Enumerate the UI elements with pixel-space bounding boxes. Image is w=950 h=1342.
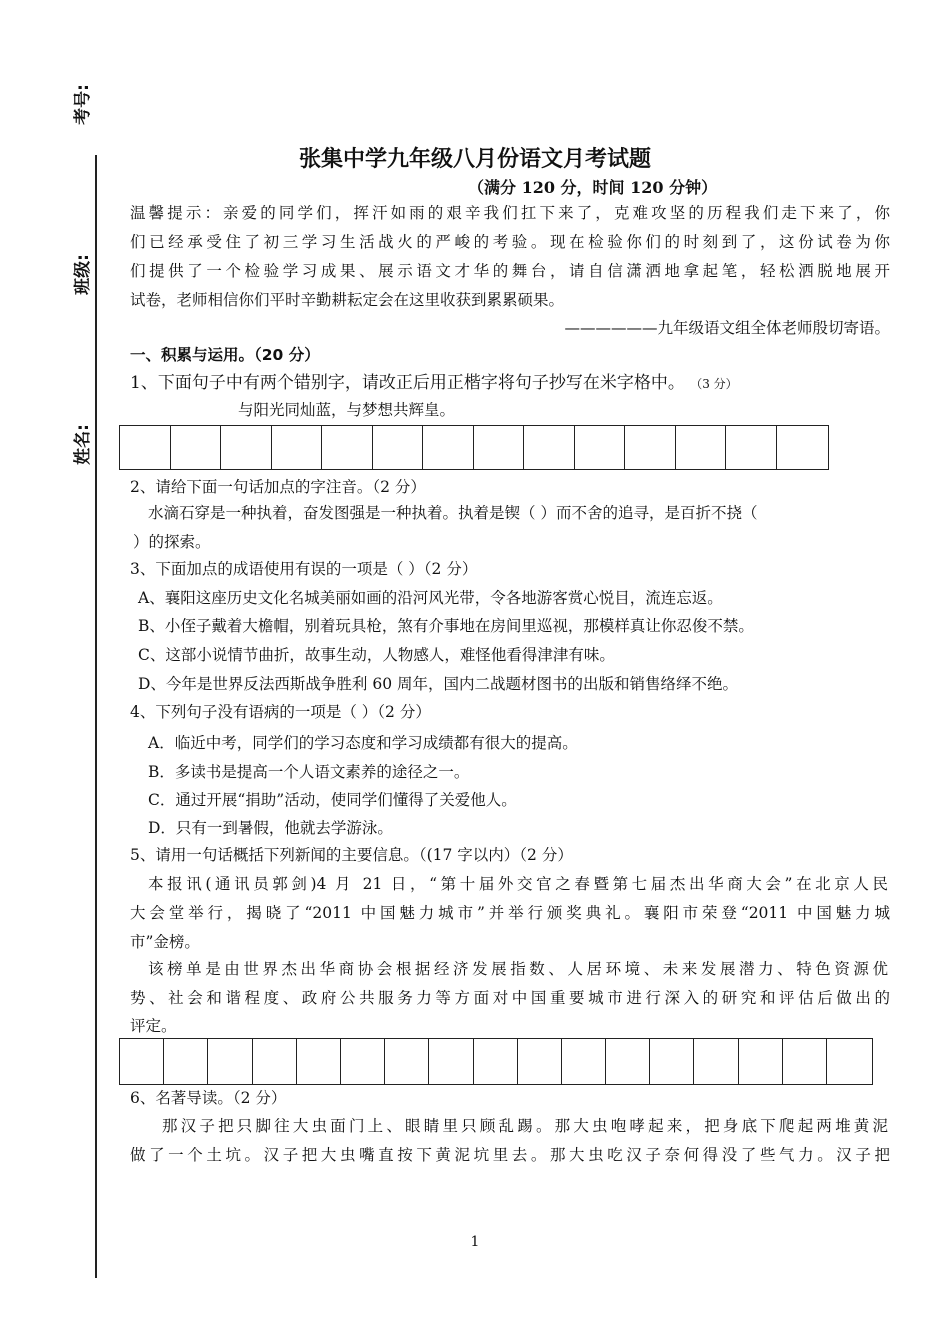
question-4-option-a: A．临近中考，同学们的学习态度和学习成绩都有很大的提高。 [148, 734, 578, 752]
grid-cell[interactable] [474, 1039, 518, 1084]
grid-cell[interactable] [827, 1039, 871, 1084]
grid-cell[interactable] [341, 1039, 385, 1084]
grid-cell[interactable] [429, 1039, 473, 1084]
news-paragraph: 评定。 [130, 1017, 177, 1035]
reading-passage: 做了一个土坑。汉子把大虫嘴直按下黄泥坑里去。那大虫吃汉子奈何得没了些气力。汉子把 [130, 1146, 890, 1164]
answer-grid-5[interactable] [119, 1038, 873, 1085]
question-4-option-b: B．多读书是提高一个人语文素养的途径之一。 [148, 763, 470, 781]
intro-line: 试卷，老师相信你们平时辛勤耕耘定会在这里收获到累累硕果。 [130, 291, 565, 309]
grid-cell[interactable] [650, 1039, 694, 1084]
binding-line [95, 155, 97, 1278]
news-paragraph: 势、社会和谐程度、政府公共服务力等方面对中国重要城市进行深入的研究和评估后做出的 [130, 989, 890, 1007]
grid-cell[interactable] [297, 1039, 341, 1084]
question-1 [130, 373, 890, 394]
grid-cell[interactable] [474, 426, 525, 469]
question-5-text: 5、请用一句话概括下列新闻的主要信息。（(17 字以内）（2 分） [130, 846, 573, 864]
class-label: 班级: [72, 254, 93, 295]
question-3-text: 3、下面加点的成语使用有误的一项是（ ）（2 分） [130, 560, 478, 578]
grid-cell[interactable] [726, 426, 777, 469]
news-paragraph: 该榜单是由世界杰出华商协会根据经济发展指数、人居环境、未来发展潜力、特色资源优 [148, 960, 888, 978]
grid-cell[interactable] [120, 426, 171, 469]
question-3-option-d: D、今年是世界反法西斯战争胜利 60 周年，国内二战题材图书的出版和销售络绎不绝。 [138, 675, 739, 693]
grid-cell[interactable] [739, 1039, 783, 1084]
grid-cell[interactable] [518, 1039, 562, 1084]
question-4-option-d: D．只有一到暑假，他就去学游泳。 [148, 819, 393, 837]
grid-cell[interactable] [676, 426, 727, 469]
question-1-text: 1、下面句子中有两个错别字，请改正后用正楷字将句子抄写在米字格中。 [130, 373, 685, 393]
grid-cell[interactable] [694, 1039, 738, 1084]
reading-passage: 那汉子把只脚往大虫面门上、眼睛里只顾乱踢。那大虫咆哮起来，把身底下爬起两堆黄泥 [162, 1117, 888, 1135]
grid-cell[interactable] [253, 1039, 297, 1084]
grid-cell[interactable] [164, 1039, 208, 1084]
grid-cell[interactable] [562, 1039, 606, 1084]
question-4-option-c: C．通过开展“捐助”活动，使同学们懂得了关爱他人。 [148, 791, 517, 809]
question-3-option-c: C、这部小说情节曲折，故事生动，人物感人，难怪他看得津津有味。 [138, 646, 615, 664]
grid-cell[interactable] [171, 426, 222, 469]
question-3-option-a: A、襄阳这座历史文化名城美丽如画的沿河风光带，令各地游客赏心悦目，流连忘返。 [138, 589, 723, 607]
question-4-text: 4、下列句子没有语病的一项是（ ）（2 分） [130, 703, 431, 721]
grid-cell[interactable] [783, 1039, 827, 1084]
question-2-sentence-cont: ）的探索。 [133, 533, 211, 551]
question-2-text: 2、请给下面一句话加点的字注音。（2 分） [130, 478, 426, 496]
section-heading: 一、积累与运用。（20 分） [130, 346, 320, 364]
grid-cell[interactable] [524, 426, 575, 469]
intro-line: 们提供了一个检验学习成果、展示语文才华的舞台，请自信潇洒地拿起笔，轻松洒脱地展开 [130, 262, 890, 280]
grid-cell[interactable] [423, 426, 474, 469]
intro-line: 温馨提示：亲爱的同学们，挥汗如雨的艰辛我们扛下来了，克难攻坚的历程我们走下来了，你 [130, 204, 890, 222]
grid-cell[interactable] [625, 426, 676, 469]
intro-signature: ——————九年级语文组全体老师殷切寄语。 [564, 319, 890, 337]
grid-cell[interactable] [575, 426, 626, 469]
answer-grid-1[interactable] [119, 425, 829, 470]
question-1-sentence: 与阳光同灿蓝，与梦想共辉皇。 [238, 401, 456, 419]
question-3-option-b: B、小侄子戴着大檐帽，别着玩具枪，煞有介事地在房间里巡视，那模样真让你忍俊不禁。 [138, 617, 754, 635]
question-2-sentence: 水滴石穿是一种执着，奋发图强是一种执着。执着是锲（ ）而不舍的追寻，是百折不挠（ [148, 504, 758, 522]
name-label: 姓名: [72, 424, 93, 465]
grid-cell[interactable] [385, 1039, 429, 1084]
grid-cell[interactable] [120, 1039, 164, 1084]
grid-cell[interactable] [606, 1039, 650, 1084]
news-paragraph: 市”金榜。 [130, 933, 200, 951]
news-paragraph: 本报讯(通讯员郭剑)4 月 21 日，“第十届外交官之春暨第七届杰出华商大会”在北京人民 [148, 875, 888, 893]
question-6-text: 6、名著导读。（2 分） [130, 1089, 287, 1107]
intro-line: 们已经承受住了初三学习生活战火的严峻的考验。现在检验你们的时刻到了，这份试卷为你 [130, 233, 890, 251]
grid-cell[interactable] [373, 426, 424, 469]
exam-number-label: 考号: [72, 84, 93, 125]
grid-cell[interactable] [322, 426, 373, 469]
grid-cell[interactable] [777, 426, 828, 469]
page-subtitle: （满分 120 分，时间 120 分钟） [468, 178, 718, 197]
grid-cell[interactable] [221, 426, 272, 469]
page-title: 张集中学九年级八月份语文月考试题 [298, 147, 651, 172]
page-number: 1 [470, 1234, 480, 1250]
question-1-score: （3 分） [690, 377, 738, 391]
grid-cell[interactable] [272, 426, 323, 469]
news-paragraph: 大会堂举行，揭晓了“2011 中国魅力城市”并举行颁奖典礼。襄阳市荣登“2011 中国魅力城 [130, 904, 890, 922]
grid-cell[interactable] [208, 1039, 252, 1084]
